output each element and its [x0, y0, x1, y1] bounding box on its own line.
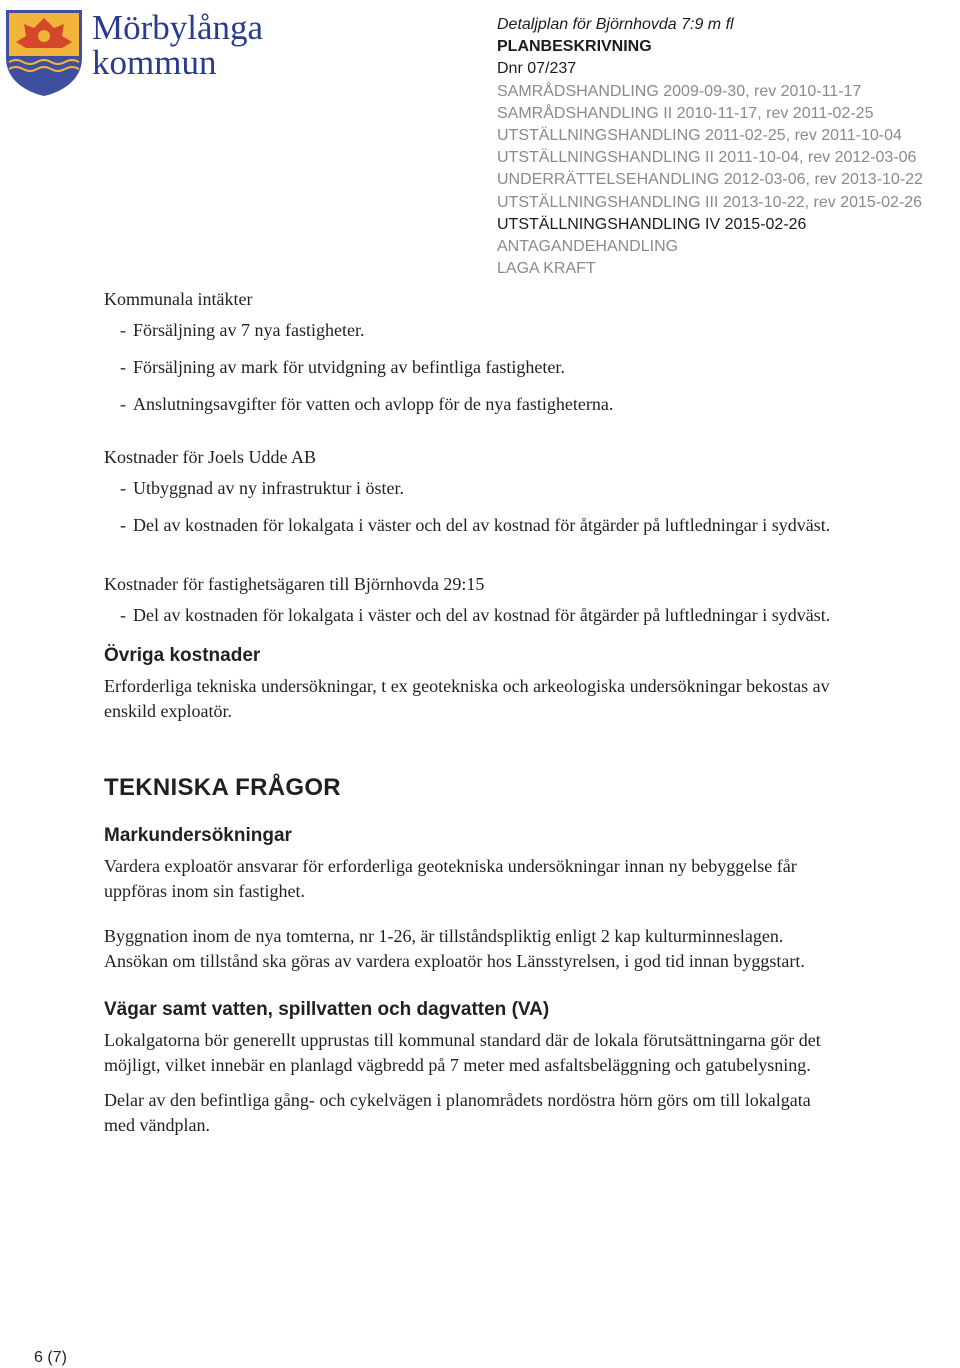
document-type: PLANBESKRIVNING: [497, 38, 652, 56]
brand-line-1: Mörbylånga: [92, 8, 264, 47]
list-item-text: Försäljning av 7 nya fastigheter.: [133, 320, 365, 340]
future-stage-2: LAGA KRAFT: [497, 260, 596, 278]
bullet-list: [104, 476, 844, 538]
page-number: 6 (7): [34, 1349, 67, 1366]
stage-4: UTSTÄLLNINGSHANDLING II 2011-10-04, rev 2012-03-06: [497, 149, 917, 167]
paragraph: Byggnation inom de nya tomterna, nr 1-26, är tillståndspliktig enligt 2 kap kulturminneslagen. Ansökan om tillstånd ska göras av vardera exploatör hos Länsstyrelsen, i god tid innan byggstart.: [104, 926, 805, 971]
list-item: - Försäljning av mark för utvidgning av befintliga fastigheter.: [120, 357, 565, 377]
current-stage: UTSTÄLLNINGSHANDLING IV 2015-02-26: [497, 215, 807, 233]
registration-number: Dnr 07/237: [497, 60, 577, 78]
bullet-list: [104, 318, 844, 417]
list-item: - Del av kostnaden för lokalgata i väster och del av kostnad för åtgärder på luftledningar i sydväst.: [120, 605, 831, 625]
section-heading: Markundersökningar: [104, 825, 292, 846]
list-item: - Utbyggnad av ny infrastruktur i öster.: [120, 478, 404, 498]
stage-1: SAMRÅDSHANDLING 2009-09-30, rev 2010-11-17: [497, 82, 862, 100]
paragraph: Delar av den befintliga gång- och cykelvägen i planområdets nordöstra hörn görs om till lokalgata med vändplan.: [104, 1090, 811, 1135]
list-item-text: Anslutningsavgifter för vatten och avlopp för de nya fastigheterna.: [133, 394, 614, 414]
stage-2: SAMRÅDSHANDLING II 2010-11-17, rev 2011-02-25: [497, 104, 874, 122]
list-item-text: Del av kostnaden för lokalgata i väster och del av kostnad för åtgärder på luftledningar i sydväst.: [133, 605, 831, 625]
paragraph: Lokalgatorna bör generellt upprustas till kommunal standard där de lokala förutsättningarna gör det möjligt, vilket innebär en planlagd vägbredd på 7 meter med asfaltsbeläggning och gatubelysning.: [104, 1030, 821, 1075]
paragraph: Vardera exploatör ansvarar för erforderliga geotekniska undersökningar innan ny bebyggelse får uppföras inom sin fastighet.: [104, 856, 797, 901]
stage-3: UTSTÄLLNINGSHANDLING 2011-02-25, rev 2011-10-04: [497, 127, 902, 145]
section-heading: Vägar samt vatten, spillvatten och dagvatten (VA): [104, 999, 550, 1020]
stage-5: UNDERRÄTTELSEHANDLING 2012-03-06, rev 2013-10-22: [497, 171, 923, 189]
list-item-text: Del av kostnaden för lokalgata i väster och del av kostnad för åtgärder på luftledningar i sydväst.: [133, 515, 831, 535]
bullet-list: [104, 603, 844, 628]
paragraph: Erforderliga tekniska undersökningar, t ex geotekniska och arkeologiska undersökningar bekostas av enskild exploatör.: [104, 676, 830, 721]
future-stage-1: ANTAGANDEHANDLING: [497, 238, 679, 256]
coat-of-arms-icon: [2, 6, 86, 98]
plan-title: Detaljplan för Björnhovda 7:9 m fl: [497, 16, 734, 33]
section-heading: Kostnader för fastighetsägaren till Björnhovda 29:15: [104, 574, 485, 594]
document-header: [497, 14, 959, 280]
section-heading: Kostnader för Joels Udde AB: [104, 447, 316, 467]
brand-line-2: kommun: [92, 43, 217, 82]
list-item-text: Utbyggnad av ny infrastruktur i öster.: [133, 478, 404, 498]
list-item: - Anslutningsavgifter för vatten och avlopp för de nya fastigheterna.: [120, 394, 614, 414]
list-item: - Del av kostnaden för lokalgata i väster och del av kostnad för åtgärder på luftledningar i sydväst.: [120, 515, 831, 535]
section-heading: Övriga kostnader: [104, 645, 261, 666]
stage-6: UTSTÄLLNINGSHANDLING III 2013-10-22, rev 2015-02-26: [497, 193, 923, 211]
municipality-name: [92, 10, 263, 80]
chapter-heading: TEKNISKA FRÅGOR: [104, 774, 341, 801]
list-item: - Försäljning av 7 nya fastigheter.: [120, 320, 365, 340]
page-body: [104, 287, 844, 1138]
list-item-text: Försäljning av mark för utvidgning av befintliga fastigheter.: [133, 357, 565, 377]
section-heading: Kommunala intäkter: [104, 289, 253, 309]
